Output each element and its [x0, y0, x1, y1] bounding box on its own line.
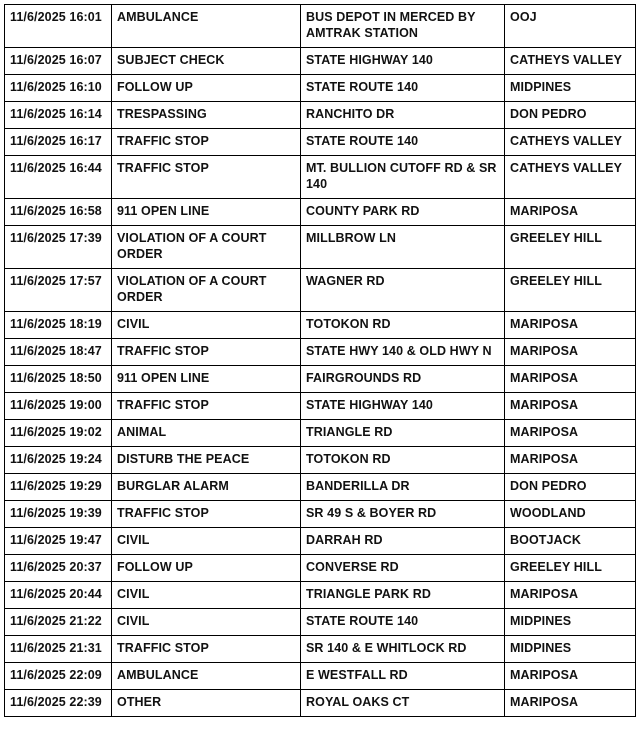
datetime-cell: 11/6/2025 17:39: [5, 226, 112, 269]
call-log-table: [4, 4, 636, 717]
call-type-cell: 911 OPEN LINE: [112, 199, 301, 226]
call-type-cell: TRAFFIC STOP: [112, 501, 301, 528]
table-row: [5, 663, 636, 690]
table-row: [5, 393, 636, 420]
call-type-cell: VIOLATION OF A COURT ORDER: [112, 226, 301, 269]
table-row: [5, 582, 636, 609]
location-cell: STATE ROUTE 140: [301, 609, 505, 636]
call-type-cell: TRAFFIC STOP: [112, 156, 301, 199]
location-cell: FAIRGROUNDS RD: [301, 366, 505, 393]
location-cell: STATE ROUTE 140: [301, 129, 505, 156]
table-row: [5, 528, 636, 555]
table-row: [5, 226, 636, 269]
location-cell: E WESTFALL RD: [301, 663, 505, 690]
datetime-cell: 11/6/2025 18:47: [5, 339, 112, 366]
area-cell: WOODLAND: [505, 501, 636, 528]
table-row: [5, 366, 636, 393]
call-type-cell: VIOLATION OF A COURT ORDER: [112, 269, 301, 312]
location-cell: ROYAL OAKS CT: [301, 690, 505, 717]
table-row: [5, 102, 636, 129]
area-cell: CATHEYS VALLEY: [505, 129, 636, 156]
datetime-cell: 11/6/2025 16:17: [5, 129, 112, 156]
table-row: [5, 5, 636, 48]
area-cell: MARIPOSA: [505, 420, 636, 447]
call-type-cell: AMBULANCE: [112, 663, 301, 690]
table-row: [5, 339, 636, 366]
call-type-cell: TRAFFIC STOP: [112, 129, 301, 156]
area-cell: DON PEDRO: [505, 474, 636, 501]
table-row: [5, 269, 636, 312]
area-cell: MARIPOSA: [505, 663, 636, 690]
datetime-cell: 11/6/2025 19:02: [5, 420, 112, 447]
table-row: [5, 690, 636, 717]
location-cell: STATE ROUTE 140: [301, 75, 505, 102]
table-row: [5, 312, 636, 339]
call-type-cell: FOLLOW UP: [112, 555, 301, 582]
location-cell: TOTOKON RD: [301, 447, 505, 474]
area-cell: GREELEY HILL: [505, 555, 636, 582]
datetime-cell: 11/6/2025 18:50: [5, 366, 112, 393]
location-cell: SR 140 & E WHITLOCK RD: [301, 636, 505, 663]
location-cell: DARRAH RD: [301, 528, 505, 555]
table-row: [5, 75, 636, 102]
call-type-cell: AMBULANCE: [112, 5, 301, 48]
location-cell: WAGNER RD: [301, 269, 505, 312]
area-cell: MARIPOSA: [505, 393, 636, 420]
table-row: [5, 199, 636, 226]
location-cell: TOTOKON RD: [301, 312, 505, 339]
call-type-cell: 911 OPEN LINE: [112, 366, 301, 393]
location-cell: MILLBROW LN: [301, 226, 505, 269]
area-cell: MIDPINES: [505, 609, 636, 636]
table-row: [5, 156, 636, 199]
call-type-cell: TRAFFIC STOP: [112, 393, 301, 420]
datetime-cell: 11/6/2025 22:39: [5, 690, 112, 717]
datetime-cell: 11/6/2025 19:24: [5, 447, 112, 474]
datetime-cell: 11/6/2025 21:31: [5, 636, 112, 663]
call-type-cell: OTHER: [112, 690, 301, 717]
area-cell: MARIPOSA: [505, 366, 636, 393]
area-cell: MARIPOSA: [505, 690, 636, 717]
table-row: [5, 129, 636, 156]
location-cell: CONVERSE RD: [301, 555, 505, 582]
table-row: [5, 501, 636, 528]
call-log-body: [5, 5, 636, 717]
area-cell: CATHEYS VALLEY: [505, 48, 636, 75]
area-cell: MARIPOSA: [505, 199, 636, 226]
call-type-cell: TRAFFIC STOP: [112, 636, 301, 663]
table-row: [5, 609, 636, 636]
call-type-cell: TRESPASSING: [112, 102, 301, 129]
area-cell: DON PEDRO: [505, 102, 636, 129]
table-row: [5, 474, 636, 501]
call-type-cell: CIVIL: [112, 609, 301, 636]
location-cell: STATE HIGHWAY 140: [301, 393, 505, 420]
table-row: [5, 48, 636, 75]
location-cell: TRIANGLE PARK RD: [301, 582, 505, 609]
table-row: [5, 420, 636, 447]
call-type-cell: CIVIL: [112, 582, 301, 609]
location-cell: BANDERILLA DR: [301, 474, 505, 501]
area-cell: CATHEYS VALLEY: [505, 156, 636, 199]
location-cell: COUNTY PARK RD: [301, 199, 505, 226]
area-cell: MARIPOSA: [505, 339, 636, 366]
datetime-cell: 11/6/2025 22:09: [5, 663, 112, 690]
call-type-cell: DISTURB THE PEACE: [112, 447, 301, 474]
location-cell: STATE HIGHWAY 140: [301, 48, 505, 75]
location-cell: SR 49 S & BOYER RD: [301, 501, 505, 528]
table-row: [5, 555, 636, 582]
area-cell: MARIPOSA: [505, 447, 636, 474]
location-cell: BUS DEPOT IN MERCED BY AMTRAK STATION: [301, 5, 505, 48]
datetime-cell: 11/6/2025 16:01: [5, 5, 112, 48]
datetime-cell: 11/6/2025 16:14: [5, 102, 112, 129]
datetime-cell: 11/6/2025 21:22: [5, 609, 112, 636]
location-cell: TRIANGLE RD: [301, 420, 505, 447]
call-type-cell: TRAFFIC STOP: [112, 339, 301, 366]
area-cell: MIDPINES: [505, 636, 636, 663]
datetime-cell: 11/6/2025 18:19: [5, 312, 112, 339]
area-cell: GREELEY HILL: [505, 226, 636, 269]
call-type-cell: BURGLAR ALARM: [112, 474, 301, 501]
datetime-cell: 11/6/2025 16:07: [5, 48, 112, 75]
location-cell: MT. BULLION CUTOFF RD & SR 140: [301, 156, 505, 199]
location-cell: STATE HWY 140 & OLD HWY N: [301, 339, 505, 366]
table-row: [5, 636, 636, 663]
datetime-cell: 11/6/2025 20:37: [5, 555, 112, 582]
datetime-cell: 11/6/2025 19:47: [5, 528, 112, 555]
datetime-cell: 11/6/2025 19:39: [5, 501, 112, 528]
area-cell: BOOTJACK: [505, 528, 636, 555]
call-type-cell: CIVIL: [112, 528, 301, 555]
area-cell: MARIPOSA: [505, 582, 636, 609]
area-cell: MARIPOSA: [505, 312, 636, 339]
call-type-cell: SUBJECT CHECK: [112, 48, 301, 75]
call-type-cell: FOLLOW UP: [112, 75, 301, 102]
datetime-cell: 11/6/2025 16:58: [5, 199, 112, 226]
datetime-cell: 11/6/2025 16:10: [5, 75, 112, 102]
location-cell: RANCHITO DR: [301, 102, 505, 129]
area-cell: OOJ: [505, 5, 636, 48]
call-type-cell: ANIMAL: [112, 420, 301, 447]
table-row: [5, 447, 636, 474]
datetime-cell: 11/6/2025 16:44: [5, 156, 112, 199]
datetime-cell: 11/6/2025 17:57: [5, 269, 112, 312]
call-type-cell: CIVIL: [112, 312, 301, 339]
area-cell: GREELEY HILL: [505, 269, 636, 312]
datetime-cell: 11/6/2025 19:29: [5, 474, 112, 501]
area-cell: MIDPINES: [505, 75, 636, 102]
datetime-cell: 11/6/2025 19:00: [5, 393, 112, 420]
datetime-cell: 11/6/2025 20:44: [5, 582, 112, 609]
